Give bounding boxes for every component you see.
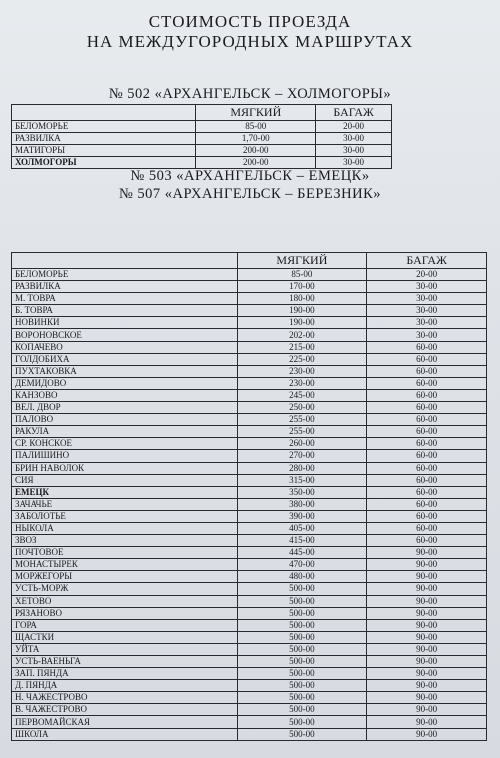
soft-seat-price: 260-00 [237,438,367,450]
baggage-price: 90-00 [367,656,487,668]
station-name: НОВИНКИ [12,317,238,329]
soft-seat-price: 170-00 [237,281,367,293]
baggage-price: 60-00 [367,486,487,498]
station-name: РАЗВИЛКА [12,281,238,293]
station-name: УСТЬ-ВАЕНЬГА [12,656,238,668]
baggage-price: 90-00 [367,583,487,595]
station-name: ШКОЛА [12,728,238,740]
station-name: БРИН НАВОЛОК [12,462,238,474]
baggage-price: 20-00 [367,269,487,281]
soft-seat-price: 200-00 [196,145,316,157]
station-name: МОРЖЕГОРЫ [12,571,238,583]
table-row [12,571,487,583]
baggage-price: 20-00 [316,121,392,133]
table-row [12,377,487,389]
station-name: Н. ЧАЖЕСТРОВО [12,692,238,704]
table-row [12,474,487,486]
baggage-price: 60-00 [367,462,487,474]
station-name: БЕЛОМОРЬЕ [12,121,196,133]
soft-seat-price: 500-00 [237,619,367,631]
table-row [12,402,487,414]
page-title-line2: НА МЕЖДУГОРОДНЫХ МАРШРУТАХ [86,32,414,51]
table-row [12,692,487,704]
soft-seat-price: 405-00 [237,522,367,534]
table-row [12,704,487,716]
table-row [12,716,487,728]
station-name: ВЕЛ. ДВОР [12,402,238,414]
table-row [12,426,487,438]
soft-seat-price: 500-00 [237,595,367,607]
table-row [12,619,487,631]
table-row [12,317,487,329]
soft-seat-price: 85-00 [196,121,316,133]
baggage-price: 90-00 [367,680,487,692]
table-row [12,281,487,293]
table-row [12,305,487,317]
soft-seat-price: 202-00 [237,329,367,341]
soft-seat-price: 500-00 [237,704,367,716]
soft-seat-price: 215-00 [237,341,367,353]
station-name: М. ТОВРА [12,293,238,305]
baggage-price: 60-00 [367,510,487,522]
table-row [12,462,487,474]
station-name: ЗВОЗ [12,535,238,547]
baggage-price: 60-00 [367,365,487,377]
baggage-price: 90-00 [367,728,487,740]
table-row [12,680,487,692]
table-row [12,145,392,157]
soft-seat-price: 280-00 [237,462,367,474]
soft-seat-price: 500-00 [237,692,367,704]
station-name: ДЕМИДОВО [12,377,238,389]
station-name: ЗАБОЛОТЬЕ [12,510,238,522]
station-name: ПАЛИШИНО [12,450,238,462]
baggage-price: 30-00 [367,305,487,317]
soft-seat-price: 180-00 [237,293,367,305]
station-name: МАТИГОРЫ [12,145,196,157]
soft-seat-price: 350-00 [237,486,367,498]
soft-seat-price: 190-00 [237,305,367,317]
baggage-price: 90-00 [367,704,487,716]
baggage-price: 60-00 [367,498,487,510]
table-row [12,595,487,607]
baggage-price: 60-00 [367,438,487,450]
table-row [12,157,392,169]
table-row [12,414,487,426]
baggage-price: 90-00 [367,716,487,728]
station-name: УСТЬ-МОРЖ [12,583,238,595]
soft-seat-price: 415-00 [237,535,367,547]
soft-seat-price: 445-00 [237,547,367,559]
station-name: КОПАЧЕВО [12,341,238,353]
station-name: ЗАЧАЧЬЕ [12,498,238,510]
station-name: ЩАСТКИ [12,631,238,643]
table-row [12,607,487,619]
table-row [12,389,487,401]
station-name: НЫКОЛА [12,522,238,534]
baggage-price: 60-00 [367,535,487,547]
baggage-price: 90-00 [367,668,487,680]
baggage-price: 60-00 [367,389,487,401]
baggage-price: 60-00 [367,426,487,438]
station-name: ЕМЕЦК [12,486,238,498]
station-name: Д. ПЯНДА [12,680,238,692]
column-header-soft-seat: МЯГКИЙ [196,105,316,121]
soft-seat-price: 230-00 [237,377,367,389]
soft-seat-price: 245-00 [237,389,367,401]
baggage-price: 30-00 [367,317,487,329]
station-name: СР. КОНСКОЕ [12,438,238,450]
soft-seat-price: 225-00 [237,353,367,365]
table-row [12,643,487,655]
column-header-baggage: БАГАЖ [367,253,487,269]
table-row [12,656,487,668]
baggage-price: 60-00 [367,450,487,462]
baggage-price: 30-00 [367,329,487,341]
station-name: Б. ТОВРА [12,305,238,317]
baggage-price: 60-00 [367,414,487,426]
soft-seat-price: 255-00 [237,426,367,438]
station-name: В. ЧАЖЕСТРОВО [12,704,238,716]
baggage-price: 60-00 [367,522,487,534]
baggage-price: 60-00 [367,402,487,414]
baggage-price: 30-00 [316,133,392,145]
table-row [12,341,487,353]
baggage-price: 90-00 [367,595,487,607]
route-503-507-table [11,252,487,741]
station-name: БЕЛОМОРЬЕ [12,269,238,281]
table-row [12,583,487,595]
station-name: ХЕТОВО [12,595,238,607]
station-name: ПУХТАКОВКА [12,365,238,377]
route-502-label: № 502 «АРХАНГЕЛЬСК – ХОЛМОГОРЫ» [108,86,392,102]
station-name: РАЗВИЛКА [12,133,196,145]
baggage-price: 90-00 [367,643,487,655]
table-row [12,293,487,305]
soft-seat-price: 255-00 [237,414,367,426]
soft-seat-price: 1,70-00 [196,133,316,145]
column-header-soft-seat: МЯГКИЙ [237,253,367,269]
soft-seat-price: 500-00 [237,607,367,619]
baggage-price: 60-00 [367,353,487,365]
soft-seat-price: 250-00 [237,402,367,414]
station-name: ПОЧТОВОЕ [12,547,238,559]
baggage-price: 90-00 [367,559,487,571]
baggage-price: 90-00 [367,619,487,631]
soft-seat-price: 500-00 [237,631,367,643]
soft-seat-price: 230-00 [237,365,367,377]
table-row [12,486,487,498]
soft-seat-price: 380-00 [237,498,367,510]
column-header-station [12,105,196,121]
soft-seat-price: 85-00 [237,269,367,281]
table-row [12,269,487,281]
soft-seat-price: 500-00 [237,680,367,692]
column-header-baggage: БАГАЖ [316,105,392,121]
station-name: КАНЗОВО [12,389,238,401]
table-row [12,121,392,133]
station-name: ПЕРВОМАЙСКАЯ [12,716,238,728]
route-503-label: № 503 «АРХАНГЕЛЬСК – ЕМЕЦК» [130,168,370,184]
table-row [12,133,392,145]
table-row [12,510,487,522]
soft-seat-price: 190-00 [237,317,367,329]
station-name: ГОРА [12,619,238,631]
baggage-price: 90-00 [367,631,487,643]
table-row [12,631,487,643]
soft-seat-price: 500-00 [237,668,367,680]
table-row [12,522,487,534]
baggage-price: 30-00 [316,145,392,157]
baggage-price: 30-00 [367,281,487,293]
baggage-price: 30-00 [316,157,392,169]
baggage-price: 90-00 [367,607,487,619]
station-name: РЯЗАНОВО [12,607,238,619]
baggage-price: 90-00 [367,547,487,559]
column-header-station [12,253,238,269]
baggage-price: 90-00 [367,692,487,704]
soft-seat-price: 200-00 [196,157,316,169]
soft-seat-price: 500-00 [237,643,367,655]
table-row [12,535,487,547]
station-name: УЙТА [12,643,238,655]
station-name: ХОЛМОГОРЫ [12,157,196,169]
soft-seat-price: 500-00 [237,716,367,728]
table-row [12,365,487,377]
station-name: ГОЛДОБИХА [12,353,238,365]
table-row [12,547,487,559]
table-row [12,498,487,510]
table-row [12,353,487,365]
soft-seat-price: 315-00 [237,474,367,486]
table-row [12,728,487,740]
station-name: РАКУЛА [12,426,238,438]
baggage-price: 60-00 [367,474,487,486]
route-507-label: № 507 «АРХАНГЕЛЬСК – БЕРЕЗНИК» [118,186,382,202]
table-row [12,329,487,341]
station-name: ВОРОНОВСКОЕ [12,329,238,341]
soft-seat-price: 500-00 [237,728,367,740]
table-row [12,438,487,450]
station-name: МОНАСТЫРЕК [12,559,238,571]
soft-seat-price: 390-00 [237,510,367,522]
soft-seat-price: 270-00 [237,450,367,462]
baggage-price: 90-00 [367,571,487,583]
table-row [12,668,487,680]
table-row [12,559,487,571]
soft-seat-price: 500-00 [237,583,367,595]
baggage-price: 60-00 [367,377,487,389]
baggage-price: 60-00 [367,341,487,353]
station-name: СИЯ [12,474,238,486]
soft-seat-price: 470-00 [237,559,367,571]
baggage-price: 30-00 [367,293,487,305]
route-502-table [11,104,392,169]
station-name: ЗАП. ПЯНДА [12,668,238,680]
station-name: ПАЛОВО [12,414,238,426]
page-title-line1: СТОИМОСТЬ ПРОЕЗДА [148,12,352,31]
table-row [12,450,487,462]
soft-seat-price: 500-00 [237,656,367,668]
soft-seat-price: 480-00 [237,571,367,583]
